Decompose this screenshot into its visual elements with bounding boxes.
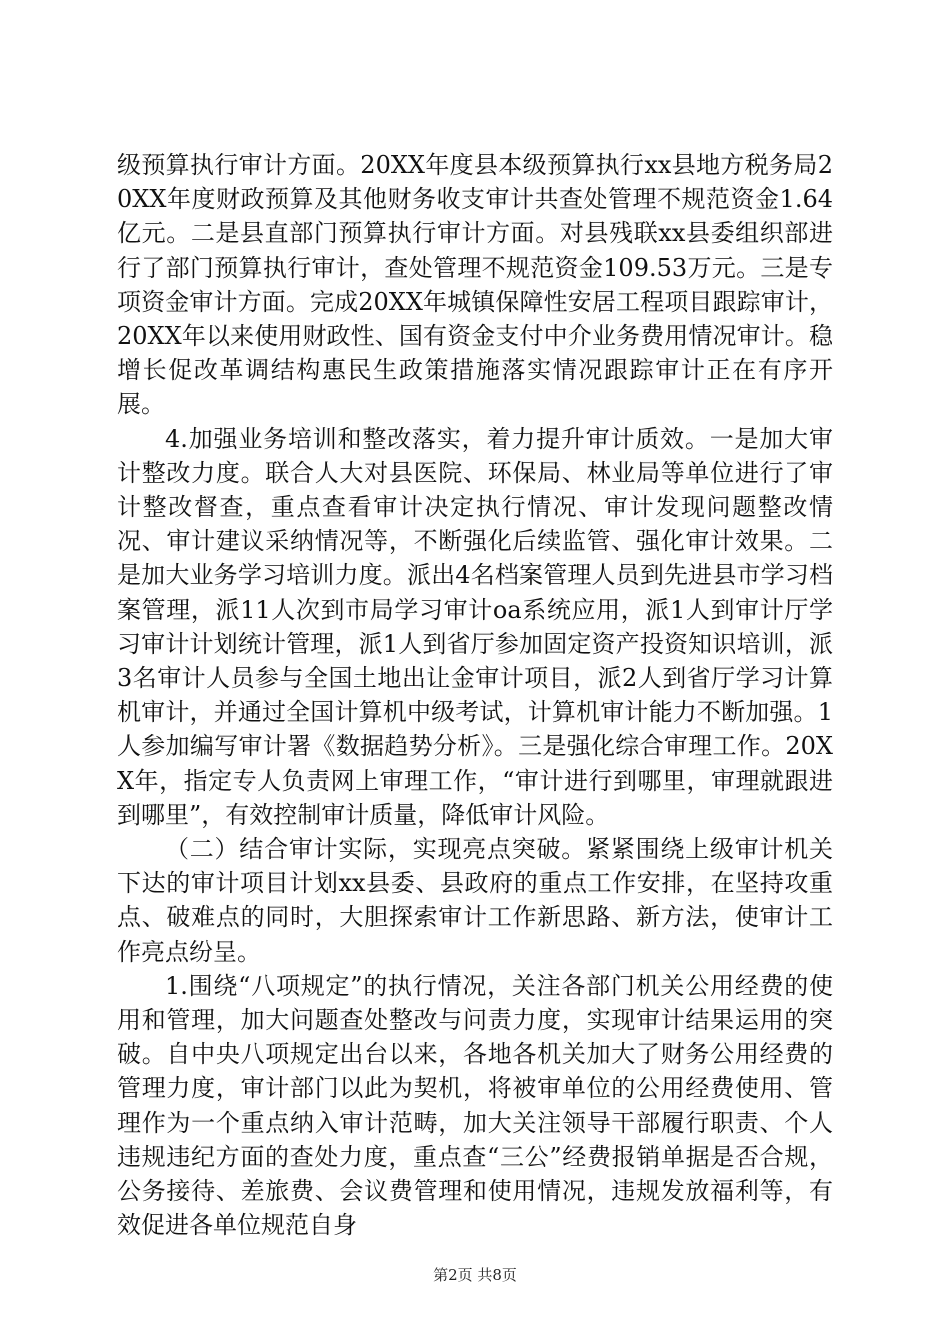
paragraph-eight-rules: 1.围绕“八项规定”的执行情况，关注各部门机关公用经费的使用和管理，加大问题查处整改与问责力度，实现审计结果运用的突破。自中央八项规定出台以来，各地各机关加大了财务公用经费的管理力度，审计部门以此为契机，将被审单位的公用经费使用、管理作为一个重点纳入审计范畴，加大关注领导干部履行职责、个人违规违纪方面的查处力度，重点查“三公”经费报销单据是否合规，公务接待、差旅费、会议费管理和使用情况，违规发放福利等，有效促进各单位规范自身 xyxy=(117,971,833,1240)
paragraph-highlight-breakthrough: （二）结合审计实际，实现亮点突破。紧紧围绕上级审计机关下达的审计项目计划xx县委、县政府的重点工作安排，在坚持攻重点、破难点的同时，大胆探索审计工作新思路、新方法，使审计工作亮点纷呈。 xyxy=(117,835,833,966)
document-body xyxy=(117,148,833,1243)
paragraph-training-rectification: 4.加强业务培训和整改落实，着力提升审计质效。一是加大审计整改力度。联合人大对县医院、环保局、林业局等单位进行了审计整改督查，重点查看审计决定执行情况、审计发现问题整改情况、审计建议采纳情况等，不断强化后续监管、强化审计效果。二是加大业务学习培训力度。派出4名档案管理人员到先进县市学习档案管理，派11人次到市局学习审计oa系统应用，派1人到审计厅学习审计计划统计管理，派1人到省厅参加固定资产投资知识培训，派3名审计人员参与全国土地出让金审计项目，派2人到省厅学习计算机审计，并通过全国计算机中级考试，计算机审计能力不断加强。1人参加编写审计署《数据趋势分析》。三是强化综合审理工作。20XX年，指定专人负责网上审理工作，“审计进行到哪里，审理就跟进到哪里”，有效控制审计质量，降低审计风险。 xyxy=(117,424,833,829)
page-number-footer: 第2页 共8页 xyxy=(433,1266,517,1284)
paragraph-budget-audit: 级预算执行审计方面。20XX年度县本级预算执行xx县地方税务局20XX年度财政预算及其他财务收支审计共查处管理不规范资金1.64亿元。二是县直部门预算执行审计方面。对县残联xx县委组织部进行了部门预算执行审计，查处管理不规范资金109.53万元。三是专项资金审计方面。完成20XX年城镇保障性安居工程项目跟踪审计，20XX年以来使用财政性、国有资金支付中介业务费用情况审计。稳增长促改革调结构惠民生政策措施落实情况跟踪审计正在有序开展。 xyxy=(117,151,833,419)
